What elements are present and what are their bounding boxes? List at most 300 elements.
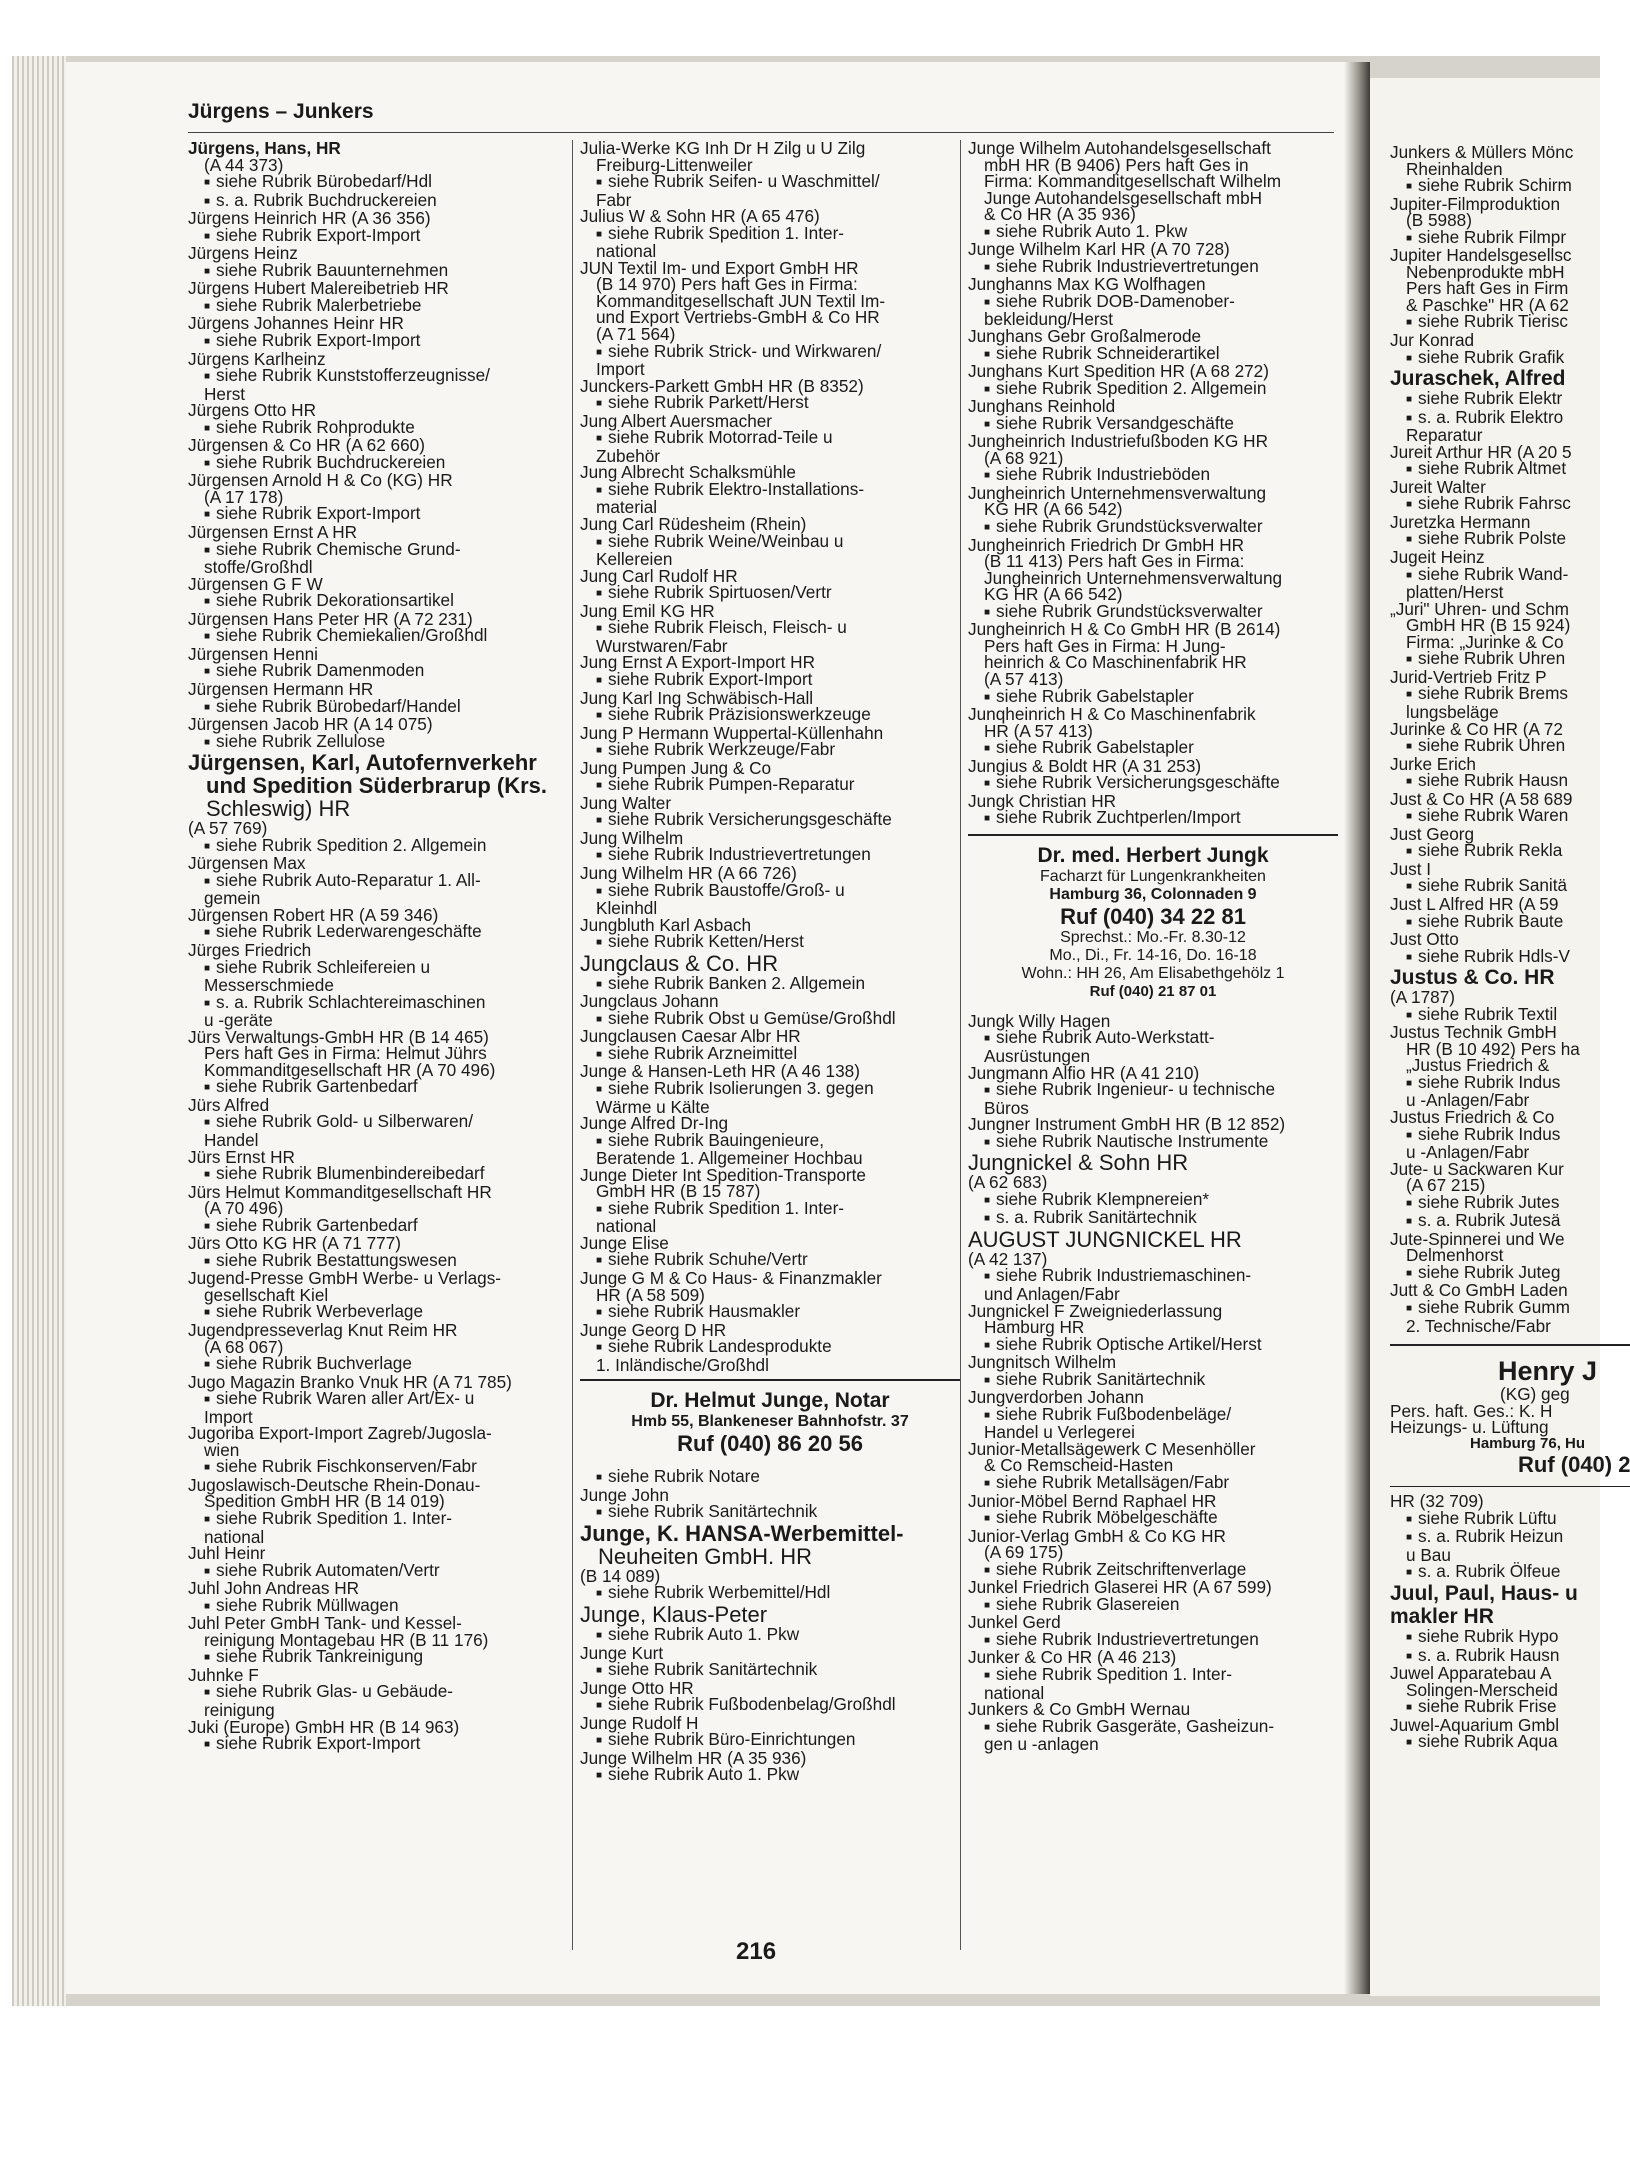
ad-line: Sprechst.: Mo.-Fr. 8.30-12	[1060, 928, 1246, 946]
entry-line: ■ siehe Rubrik Export-Import	[188, 227, 568, 246]
entry-line: (A 68 067)	[204, 1336, 284, 1357]
entry-line: Messerschmiede	[204, 975, 334, 996]
entry-line: makler HR	[1390, 1605, 1494, 1629]
directory-entry	[968, 534, 1338, 622]
entry-line: Jung Wilhelm	[580, 827, 684, 848]
directory-entry	[580, 1115, 960, 1167]
entry-line: Kellereien	[596, 549, 673, 570]
directory-entry	[1390, 966, 1630, 989]
entry-line: (B 14 089)	[580, 1565, 661, 1586]
advertisement-box	[580, 1379, 960, 1462]
directory-entry	[1390, 753, 1630, 791]
entry-line: (A 69 175)	[984, 1542, 1064, 1563]
entry-line: Jürgens Karlheinz	[188, 348, 326, 369]
entry-line: Juwel-Aquarium Gmbl	[1390, 1714, 1560, 1735]
entry-line: (A 44 373)	[204, 154, 284, 175]
entry-line: ■ siehe Rubrik Filmpr	[1390, 229, 1630, 248]
entry-line: Juwel Apparatebau A	[1390, 1663, 1552, 1684]
entry-line: Jürgensen Arnold H & Co (KG) HR	[188, 470, 453, 491]
entry-line: Jung Karl Ing Schwäbisch-Hall	[580, 687, 814, 708]
entry-line: Junghanns Max KG Wolfhagen	[968, 274, 1206, 295]
directory-entry	[1390, 476, 1630, 514]
entry-line: ■ siehe Rubrik Spedition 2. Allgemein	[968, 380, 1338, 399]
entry-line: Jürgens, Hans, HR	[188, 138, 341, 158]
ad-line: Hamburg 76, Hu	[1470, 1434, 1586, 1452]
entry-line: Jur Konrad	[1390, 330, 1475, 351]
entry-line: ■ siehe Rubrik Müllwagen	[188, 1597, 568, 1616]
entry-line: ■ siehe Rubrik Industrievertretungen	[968, 258, 1338, 277]
entry-line: ■ siehe Rubrik Wand-	[1390, 566, 1630, 585]
directory-entry	[968, 276, 1338, 328]
directory-entry	[580, 208, 960, 260]
entry-line: ■ siehe Rubrik Uhren	[1390, 737, 1630, 756]
entry-line: ■ siehe Rubrik Tankreinigung	[188, 1648, 568, 1667]
entry-line: Zubehör	[596, 445, 661, 466]
entry-line: ■ siehe Rubrik Dekorationsartikel	[188, 592, 568, 611]
entry-line: Jugeit Heinz	[1390, 547, 1485, 568]
directory-entry	[580, 1565, 960, 1603]
entry-line: Jung Ernst A Export-Import HR	[580, 652, 815, 673]
entry-line: ■ siehe Rubrik Malerbetriebe	[188, 297, 568, 316]
entry-line: HR (32 709)	[1390, 1491, 1484, 1512]
entry-line: Julius W & Sohn HR (A 65 476)	[580, 206, 820, 227]
entry-line: ■ siehe Rubrik Fischkonserven/Fabr	[188, 1458, 568, 1477]
directory-entry	[580, 914, 960, 952]
entry-line: ■ siehe Rubrik Aqua	[1390, 1733, 1630, 1752]
entry-line: GmbH HR (B 15 787)	[596, 1181, 761, 1202]
entry-line: Junkel Gerd	[968, 1612, 1061, 1633]
entry-line: ■ siehe Rubrik Schleifereien u	[188, 959, 568, 978]
entry-line: ■ siehe Rubrik Büro-Einrichtungen	[580, 1731, 960, 1750]
entry-line: national	[596, 1216, 657, 1237]
directory-entry	[1390, 193, 1630, 248]
page-number: 216	[736, 1938, 777, 1965]
directory-entry	[580, 1028, 960, 1063]
entry-line: Just Otto	[1390, 929, 1459, 950]
entry-line: ■ siehe Rubrik Chemische Grund-	[188, 541, 568, 560]
directory-entry	[188, 678, 568, 716]
directory-entry	[188, 245, 568, 280]
entry-line: (B 11 413) Pers haft Ges in Firma:	[984, 551, 1245, 572]
page-edges	[12, 56, 66, 2006]
entry-line: ■ siehe Rubrik Zeitschriftenverlage	[968, 1561, 1338, 1580]
entry-line: ■ siehe Rubrik Buchverlage	[188, 1355, 568, 1374]
entry-line: Pers haft Ges in Firma: Helmut Jührs	[204, 1043, 487, 1064]
column-4	[1390, 144, 1630, 1752]
entry-line: ■ siehe Rubrik Grundstücksverwalter	[968, 603, 1338, 622]
entry-line: & Co Remscheid-Hasten	[984, 1455, 1174, 1476]
entry-line: HR (A 58 509)	[596, 1284, 705, 1305]
entry-line: „Justus Friedrich &	[1406, 1055, 1550, 1076]
next-page	[1370, 78, 1630, 1996]
directory-entry	[968, 140, 1338, 241]
entry-line: Jürges Friedrich	[188, 939, 312, 960]
entry-line: „Juri" Uhren- und Schm	[1390, 598, 1569, 619]
entry-line: ■ siehe Rubrik Hausmakler	[580, 1303, 960, 1322]
entry-line: Junge, Klaus-Peter	[580, 1602, 768, 1628]
entry-line: ■ siehe Rubrik Rohprodukte	[188, 419, 568, 438]
entry-line: Fabr	[596, 189, 632, 210]
entry-line: ■ siehe Rubrik Jutes	[1390, 1194, 1630, 1213]
directory-entry	[968, 1614, 1338, 1649]
entry-line: ■ siehe Rubrik Brems	[1390, 685, 1630, 704]
entry-line: (A 1787)	[1390, 987, 1455, 1008]
entry-line: Jungbluth Karl Asbach	[580, 914, 752, 935]
entry-line: Junge, K. HANSA-Werbemittel-	[580, 1520, 904, 1546]
directory-entry	[188, 1716, 568, 1754]
directory-entry	[968, 1701, 1338, 1753]
entry-line: Jungmann Alfio HR (A 41 210)	[968, 1062, 1200, 1083]
entry-line: GmbH HR (B 15 924)	[1406, 615, 1571, 636]
entry-line: Schleswig) HR	[206, 796, 351, 822]
entry-line: ■ siehe Rubrik Werbeverlage	[188, 1303, 568, 1322]
directory-entry	[188, 904, 568, 942]
directory-entry	[968, 1490, 1338, 1528]
directory-entry	[188, 643, 568, 681]
entry-line: ■ siehe Rubrik Bürobedarf/Hdl	[188, 173, 568, 192]
entry-line: ■ siehe Rubrik Sanitärtechnik	[580, 1503, 960, 1522]
directory-entry	[188, 1094, 568, 1150]
directory-entry	[1390, 1628, 1630, 1665]
directory-entry	[188, 315, 568, 350]
ad-line: Ruf (040) 21 87 01	[1089, 982, 1217, 1000]
directory-entry	[968, 433, 1338, 485]
entry-line: (A 57 413)	[984, 668, 1064, 689]
advertisement-box	[1390, 1344, 1630, 1487]
entry-line: ■ siehe Rubrik Gumm	[1390, 1299, 1630, 1318]
entry-line: ■ siehe Rubrik Sanitärtechnik	[580, 1661, 960, 1680]
directory-entry	[1390, 549, 1630, 601]
entry-line: ■ siehe Rubrik Auto 1. Pkw	[968, 223, 1338, 242]
entry-line: ■ siehe Rubrik Export-Import	[188, 505, 568, 524]
entry-line: ■ siehe Rubrik Hdls-V	[1390, 948, 1630, 967]
entry-line: Jung Albert Auersmacher	[580, 410, 773, 431]
entry-line: ■ siehe Rubrik Waren aller Art/Ex- u	[188, 1390, 568, 1409]
entry-line: Beratende 1. Allgemeiner Hochbau	[596, 1148, 863, 1169]
entry-line: ■ siehe Rubrik Banken 2. Allgemein	[580, 975, 960, 994]
entry-line: (A 57 769)	[188, 818, 268, 839]
entry-line: ■ siehe Rubrik Industrievertretungen	[968, 1631, 1338, 1650]
entry-line: Juretzka Hermann	[1390, 511, 1531, 532]
entry-line: Justus Friedrich & Co	[1390, 1106, 1555, 1127]
entry-line: Jürs Otto KG HR (A 71 777)	[188, 1233, 402, 1254]
entry-line: reinigung Montagebau HR (B 11 176)	[204, 1629, 489, 1650]
entry-line: Jung Albrecht Schalksmühle	[580, 462, 796, 483]
directory-entry	[188, 1322, 568, 1374]
column-divider-2	[960, 140, 961, 1950]
entry-line: Jürs Alfred	[188, 1094, 270, 1115]
entry-line: ■ siehe Rubrik Zellulose	[188, 733, 568, 752]
entry-line: Just Georg	[1390, 823, 1475, 844]
entry-line: ■ s. a. Rubrik Hausn	[1390, 1647, 1630, 1666]
ad-line: Dr. med. Herbert Jungk	[1037, 843, 1269, 867]
entry-line: Jung Pumpen Jung & Co	[580, 757, 772, 778]
entry-line: ■ siehe Rubrik Tierisc	[1390, 313, 1630, 332]
directory-entry	[580, 757, 960, 795]
directory-entry	[1390, 1024, 1630, 1109]
directory-entry	[968, 1649, 1338, 1701]
directory-entry	[968, 1228, 1338, 1251]
directory-entry	[188, 716, 568, 751]
entry-line: ■ siehe Rubrik Hypo	[1390, 1628, 1630, 1647]
entry-line: Jute-Spinnerei und We	[1390, 1228, 1565, 1249]
entry-line: Rheinhalden	[1406, 158, 1503, 179]
entry-line: Jürgensen Ernst A HR	[188, 522, 358, 543]
entry-line: Juhl Peter GmbH Tank- und Kessel-	[188, 1613, 462, 1634]
directory-entry	[1390, 390, 1630, 444]
entry-line: Jungheinrich Unternehmensverwaltung	[968, 482, 1267, 503]
directory-entry	[968, 1010, 1338, 1066]
entry-line: KG HR (A 66 542)	[984, 499, 1123, 520]
entry-line: ■ siehe Rubrik Zuchtperlen/Import	[968, 809, 1338, 828]
directory-entry	[1390, 823, 1630, 861]
entry-line: ■ siehe Rubrik Bestattungswesen	[188, 1252, 568, 1271]
directory-entry	[580, 410, 960, 466]
directory-entry	[968, 1300, 1338, 1355]
entry-line: ■ siehe Rubrik Nautische Instrumente	[968, 1133, 1338, 1152]
entry-line: Jürgensen Max	[188, 853, 306, 874]
entry-line: Jungclaus & Co. HR	[580, 950, 779, 976]
ad-line: Ruf (040) 86 20 56	[677, 1431, 863, 1457]
entry-line: ■ siehe Rubrik Kunststofferzeugnisse/	[188, 367, 568, 386]
entry-line: ■ s. a. Rubrik Jutesä	[1390, 1212, 1630, 1231]
entry-line: u -geräte	[204, 1010, 273, 1031]
entry-line: Junge Elise	[580, 1232, 669, 1253]
entry-line: (A 67 215)	[1406, 1175, 1486, 1196]
entry-line: ■ siehe Rubrik Auto-Werkstatt-	[968, 1029, 1338, 1048]
directory-entry	[968, 398, 1338, 433]
directory-entry	[580, 1164, 960, 1237]
directory-entry	[1390, 788, 1630, 826]
entry-line: ■ siehe Rubrik Chemiekalien/Großhdl	[188, 627, 568, 646]
entry-line: ■ siehe Rubrik Fahrsc	[1390, 495, 1630, 514]
entry-line: ■ s. a. Rubrik Schlachtereimaschinen	[188, 994, 568, 1013]
entry-line: Juraschek, Alfred	[1390, 367, 1566, 391]
column-2	[580, 140, 960, 1785]
directory-entry	[188, 608, 568, 646]
entry-line: Just & Co HR (A 58 689	[1390, 788, 1573, 809]
directory-entry	[188, 573, 568, 611]
entry-line: reinigung	[204, 1700, 275, 1721]
entry-line: Jungnickel & Sohn HR	[968, 1150, 1189, 1176]
directory-entry	[968, 755, 1338, 793]
entry-line: ■ s. a. Rubrik Sanitärtechnik	[968, 1209, 1338, 1228]
directory-entry	[188, 1235, 568, 1270]
entry-line: ■ siehe Rubrik Isolierungen 3. gegen	[580, 1080, 960, 1099]
entry-line: Juhl Heinr	[188, 1543, 266, 1564]
directory-entry	[188, 1580, 568, 1615]
directory-entry	[1390, 598, 1630, 669]
entry-line: ■ siehe Rubrik Sanitärtechnik	[968, 1371, 1338, 1390]
entry-line: HR (B 10 492) Pers ha	[1406, 1038, 1580, 1059]
entry-line: lungsbeläge	[1406, 701, 1499, 722]
directory-entry	[1390, 1714, 1630, 1752]
entry-line: ■ siehe Rubrik Präzisionswerkzeuge	[580, 706, 960, 725]
directory-entry	[188, 1371, 568, 1427]
entry-line: bekleidung/Herst	[984, 309, 1113, 330]
entry-line: ■ s. a. Rubrik Elektro	[1390, 409, 1630, 428]
entry-line: ■ siehe Rubrik Baustoffe/Groß- u	[580, 882, 960, 901]
directory-entry	[188, 751, 568, 820]
entry-line: ■ siehe Rubrik Sanitä	[1390, 877, 1630, 896]
entry-line: Junge Autohandelsgesellschaft mbH	[984, 187, 1263, 208]
entry-line: Jürs Helmut Kommanditgesellschaft HR	[188, 1181, 492, 1202]
directory-entry	[580, 1484, 960, 1522]
entry-line: Junge Alfred Dr-Ing	[580, 1113, 729, 1134]
entry-line: Jugendpresseverlag Knut Reim HR	[188, 1320, 458, 1340]
entry-line: Junge Rudolf H	[580, 1712, 699, 1733]
entry-line: Pers haft Ges in Firma: H Jung-	[984, 635, 1226, 656]
entry-line: (A 68 921)	[984, 447, 1064, 468]
entry-line: Jurke Erich	[1390, 753, 1476, 774]
entry-line: Firma: Kommanditgesellschaft Wilhelm	[984, 171, 1282, 192]
entry-line: Juhl John Andreas HR	[188, 1578, 360, 1599]
directory-entry	[188, 437, 568, 472]
entry-line: ■ siehe Rubrik Strick- und Wirkwaren/	[580, 343, 960, 362]
entry-line: ■ siehe Rubrik Gartenbedarf	[188, 1078, 568, 1097]
ad-line: Ruf (040) 2	[1518, 1452, 1630, 1478]
entry-line: Jureit Walter	[1390, 476, 1486, 497]
entry-line: Jurid-Vertrieb Fritz P	[1390, 666, 1547, 687]
directory-entry	[1390, 1493, 1630, 1582]
entry-line: Junge G M & Co Haus- & Finanzmakler	[580, 1268, 882, 1288]
entry-line: ■ siehe Rubrik Landesprodukte	[580, 1338, 960, 1357]
entry-line: Jutt & Co GmbH Laden	[1390, 1280, 1568, 1301]
directory-entry	[188, 1146, 568, 1184]
directory-entry	[188, 402, 568, 437]
entry-line: ■ siehe Rubrik Gasgeräte, Gasheizun-	[968, 1718, 1338, 1737]
directory-entry	[968, 1354, 1338, 1389]
entry-line: Pers haft Ges in Firm	[1406, 278, 1569, 299]
entry-line: ■ siehe Rubrik Industriemaschinen-	[968, 1267, 1338, 1286]
directory-entry	[580, 993, 960, 1028]
entry-line: Jungnitsch Wilhelm	[968, 1352, 1117, 1373]
entry-line: Jungius & Boldt HR (A 31 253)	[968, 755, 1202, 776]
entry-line: Jung Carl Rudolf HR	[580, 565, 738, 586]
entry-line: Junge Wilhelm HR (A 35 936)	[580, 1747, 807, 1768]
directory-entry	[1390, 718, 1630, 756]
entry-line: 2. Technische/Fabr	[1406, 1315, 1551, 1336]
entry-line: Jürgensen Robert HR (A 59 346)	[188, 904, 439, 925]
entry-line: ■ siehe Rubrik Versandgeschäfte	[968, 415, 1338, 434]
directory-entry	[968, 328, 1338, 363]
entry-line: Jürgensen Jacob HR (A 14 075)	[188, 714, 433, 735]
entry-line: (B 14 970) Pers haft Ges in Firma:	[596, 274, 858, 295]
directory-entry	[968, 706, 1338, 758]
entry-line: ■ siehe Rubrik Versicherungsgeschäfte	[968, 774, 1338, 793]
entry-line: Junior-Metallsägewerk C Mesenhöller	[968, 1438, 1256, 1459]
entry-line: Junqheinrich H & Co Maschinenfabrik	[968, 704, 1256, 725]
entry-line: Handel	[204, 1129, 259, 1150]
directory-entry	[188, 1615, 568, 1667]
directory-entry	[968, 1525, 1338, 1580]
entry-line: Jürgens Johannes Heinr HR	[188, 313, 404, 334]
directory-entry	[188, 1270, 568, 1322]
entry-line: ■ siehe Rubrik Indus	[1390, 1126, 1630, 1145]
entry-line: wien	[204, 1439, 240, 1460]
entry-line: Just I	[1390, 858, 1432, 879]
entry-line: ■ siehe Rubrik Export-Import	[188, 332, 568, 351]
entry-line: ■ siehe Rubrik Gartenbedarf	[188, 1217, 568, 1236]
entry-line: Jürgens Heinz	[188, 243, 298, 264]
entry-line: Jugend-Presse GmbH Werbe- u Verlags-	[188, 1268, 502, 1289]
entry-line: Jungk Willy Hagen	[968, 1010, 1111, 1031]
entry-line: Reparatur	[1406, 425, 1483, 446]
entry-line: ■ siehe Rubrik Polste	[1390, 530, 1630, 549]
directory-entry	[1390, 893, 1630, 931]
entry-line: ■ siehe Rubrik Blumenbindereibedarf	[188, 1165, 568, 1184]
directory-entry	[580, 654, 960, 689]
entry-line: Spedition GmbH HR (B 14 019)	[204, 1491, 445, 1512]
entry-line: Jungheinrich Unternehmensverwaltung	[984, 567, 1283, 588]
entry-line: Jungner Instrument GmbH HR (B 12 852)	[968, 1114, 1286, 1135]
directory-entry	[1390, 858, 1630, 896]
directory-entry	[580, 827, 960, 865]
directory-entry	[968, 1151, 1338, 1174]
entry-line: Jung P Hermann Wuppertal-Küllenhahn	[580, 722, 884, 743]
directory-entry	[1390, 1106, 1630, 1163]
entry-line: und Spedition Süderbrarup (Krs.	[206, 773, 548, 799]
directory-entry	[1390, 1282, 1630, 1334]
directory-entry	[580, 600, 960, 656]
entry-line: ■ siehe Rubrik Optische Artikel/Herst	[968, 1336, 1338, 1355]
entry-line: ■ siehe Rubrik Export-Import	[580, 671, 960, 690]
directory-entry	[188, 1545, 568, 1580]
directory-entry	[188, 820, 568, 855]
entry-line: ■ siehe Rubrik DOB-Damenober-	[968, 293, 1338, 312]
entry-line: ■ siehe Rubrik Ketten/Herst	[580, 933, 960, 952]
entry-line: ■ siehe Rubrik Export-Import	[188, 1735, 568, 1754]
entry-line: Juki (Europe) GmbH HR (B 14 963)	[188, 1716, 460, 1737]
column-1	[188, 140, 568, 1754]
entry-line: ■ siehe Rubrik Schuhe/Vertr	[580, 1251, 960, 1270]
entry-line: Jurinke & Co HR (A 72	[1390, 718, 1563, 739]
entry-line: ■ siehe Rubrik Spedition 1. Inter-	[188, 1510, 568, 1529]
entry-line: ■ siehe Rubrik Gabelstapler	[968, 688, 1338, 707]
entry-line: Jürgensen, Karl, Autofernverkehr	[188, 750, 537, 776]
directory-entry	[580, 952, 960, 975]
entry-line: Junker & Co HR (A 46 213)	[968, 1647, 1177, 1668]
entry-line: Jürgensen Hermann HR	[188, 678, 374, 699]
entry-line: Neuheiten GmbH. HR	[598, 1543, 812, 1569]
entry-line: ■ siehe Rubrik Möbelgeschäfte	[968, 1509, 1338, 1528]
entry-line: ■ siehe Rubrik Motorrad-Teile u	[580, 429, 960, 448]
entry-line: u -Anlagen/Fabr	[1406, 1142, 1530, 1163]
entry-line: ■ siehe Rubrik Frise	[1390, 1698, 1630, 1717]
entry-line: Jürgens Hubert Malereibetrieb HR	[188, 278, 449, 299]
entry-line: heinrich & Co Maschinenfabrik HR	[984, 652, 1247, 673]
directory-entry	[1390, 332, 1630, 367]
directory-entry	[580, 140, 960, 208]
entry-line: Jürgensen Hans Peter HR (A 72 231)	[188, 608, 473, 629]
entry-line: Jureit Arthur HR (A 20 5	[1390, 441, 1572, 462]
entry-line: Jungclausen Caesar Albr HR	[580, 1026, 801, 1047]
ad-line: Ruf (040) 34 22 81	[1060, 903, 1246, 929]
entry-line: Wärme u Kälte	[596, 1096, 710, 1117]
entry-line: national	[984, 1682, 1045, 1703]
entry-line: Jungclaus Johann	[580, 991, 719, 1012]
entry-line: Junge Dieter Int Spedition-Transporte	[580, 1164, 866, 1185]
entry-line: ■ siehe Rubrik Obst u Gemüse/Großhdl	[580, 1010, 960, 1029]
entry-line: Junge Otto HR	[580, 1677, 694, 1698]
entry-line: Junge Wilhelm Karl HR (A 70 728)	[968, 239, 1230, 260]
entry-line: und Export Vertriebs-GmbH & Co HR	[596, 307, 880, 328]
entry-line: (A 71 564)	[596, 324, 676, 345]
directory-entry	[968, 241, 1338, 276]
entry-line: Jungverdorben Johann	[968, 1387, 1144, 1408]
entry-line: Wurstwaren/Fabr	[596, 635, 728, 656]
entry-line: ■ siehe Rubrik Auto 1. Pkw	[580, 1766, 960, 1785]
